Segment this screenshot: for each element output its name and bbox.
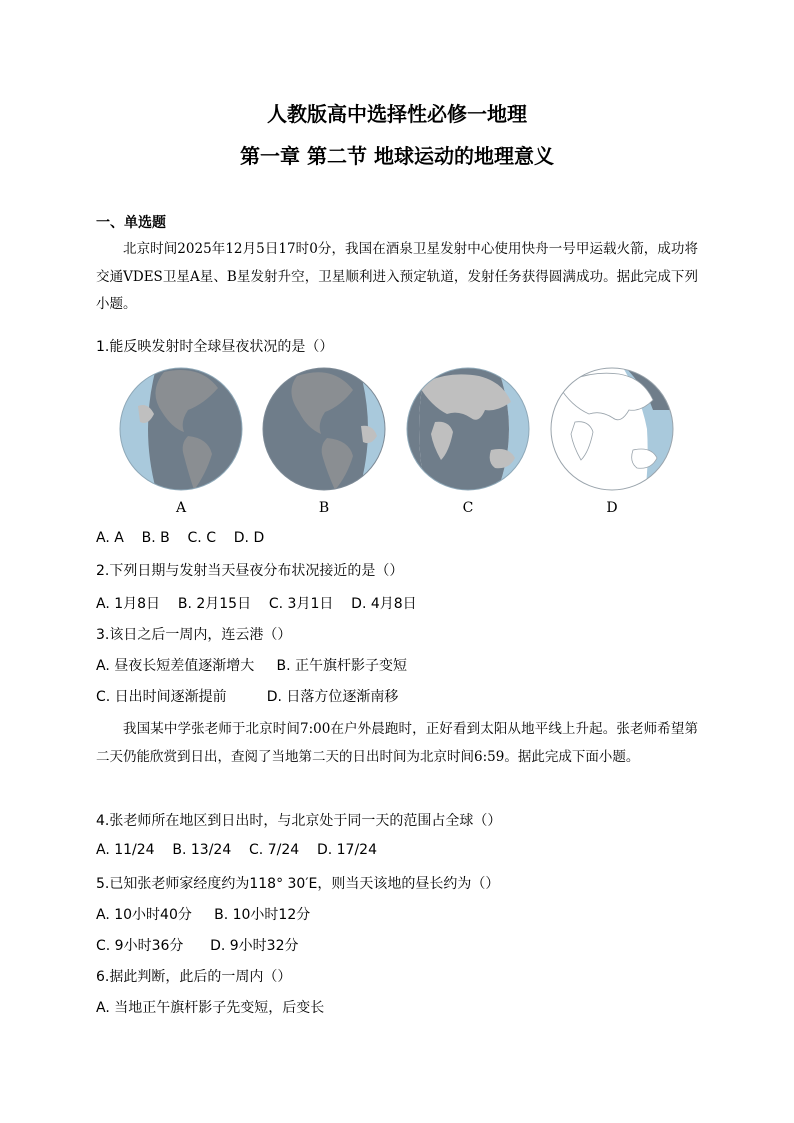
question-1-stem: 1.能反映发射时全球昼夜状况的是（） [96, 339, 334, 355]
question-6-options-row-1[interactable]: A. 当地正午旗杆影子先变短，后变长 [96, 1000, 325, 1016]
globe-d-image[interactable] [549, 366, 675, 492]
globe-b-image[interactable] [261, 366, 387, 492]
question-3-options-row-2[interactable]: C. 日出时间逐渐提前 D. 日落方位逐渐南移 [96, 689, 399, 705]
globe-c-label: C [462, 500, 474, 516]
question-3-options-row-1[interactable]: A. 昼夜长短差值逐渐增大 B. 正午旗杆影子变短 [96, 658, 407, 674]
question-5-options-row-2[interactable]: C. 9小时36分 D. 9小时32分 [96, 938, 299, 954]
question-5-stem: 5.已知张老师家经度约为118° 30′E，则当天该地的昼长约为（） [96, 876, 500, 892]
question-3-stem: 3.该日之后一周内，连云港（） [96, 627, 292, 643]
globe-a-label: A [175, 500, 187, 516]
question-6-stem: 6.据此判断，此后的一周内（） [96, 969, 292, 985]
doc-title: 人教版高中选择性必修一地理 [267, 102, 527, 126]
question-4-stem: 4.张老师所在地区到日出时，与北京处于同一天的范围占全球（） [96, 813, 502, 829]
question-4-options[interactable]: A. 11/24 B. 13/24 C. 7/24 D. 17/24 [96, 842, 377, 858]
question-5-options-row-1[interactable]: A. 10小时40分 B. 10小时12分 [96, 907, 311, 923]
globe-b-label: B [318, 500, 330, 516]
passage-1: 北京时间2025年12月5日17时0分，我国在酒泉卫星发射中心使用快舟一号甲运载火箭，成功将交通VDES卫星A星、B星发射升空，卫星顺利进入预定轨道，发射任务获得圆满成功。据此完成下列小题。 [96, 241, 698, 312]
question-1-options[interactable]: A. A B. B C. C D. D [96, 530, 265, 546]
doc-subtitle: 第一章 第二节 地球运动的地理意义 [240, 144, 554, 168]
globe-d-label: D [606, 500, 618, 516]
section-heading: 一、单选题 [96, 215, 166, 231]
passage-2: 我国某中学张老师于北京时间7:00在户外晨跑时，正好看到太阳从地平线上升起。张老师希望第二天仍能欣赏到日出，查阅了当地第二天的日出时间为北京时间6:59。据此完成下面小题。 [96, 721, 698, 765]
question-2-stem: 2.下列日期与发射当天昼夜分布状况接近的是（） [96, 563, 404, 579]
globe-c-image[interactable] [405, 366, 531, 492]
question-2-options[interactable]: A. 1月8日 B. 2月15日 C. 3月1日 D. 4月8日 [96, 596, 417, 612]
globe-a-image[interactable] [118, 366, 244, 492]
